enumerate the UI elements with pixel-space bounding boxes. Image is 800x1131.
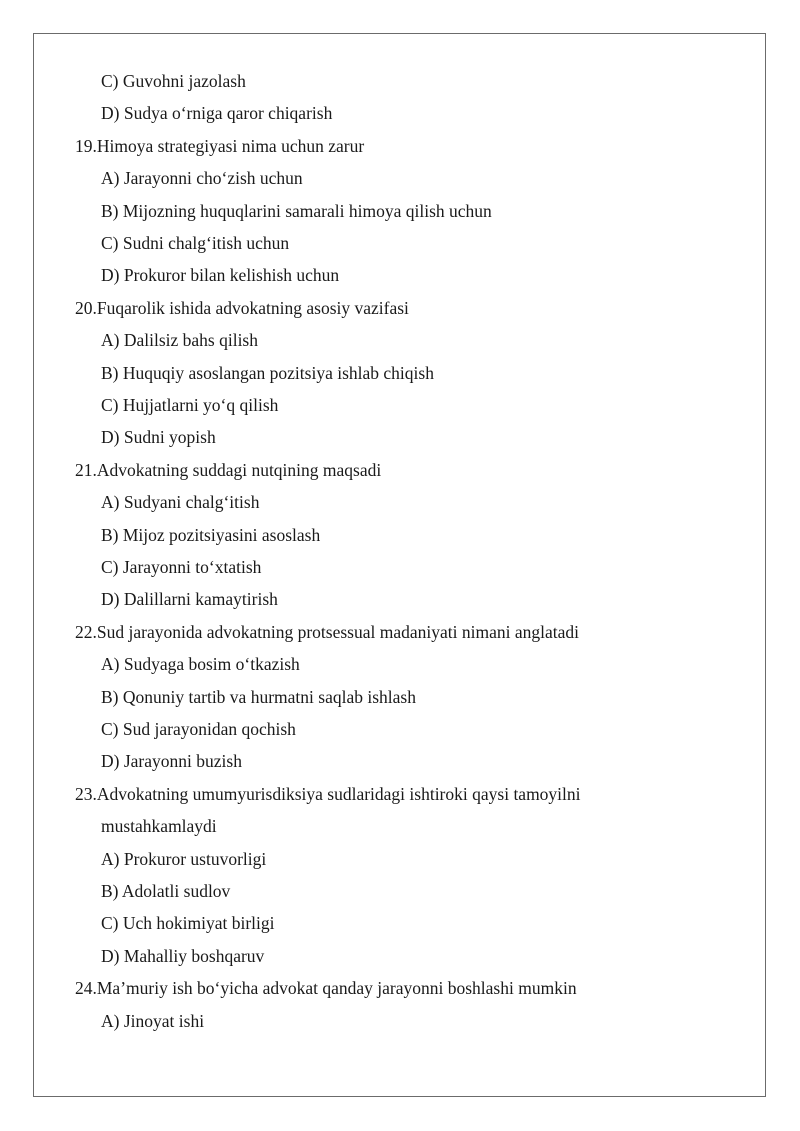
answer-option: B) Mijozning huquqlarini samarali himoya qilish uchun (101, 200, 492, 221)
answer-option: A) Jarayonni cho‘zish uchun (101, 168, 303, 189)
question-text: 23.Advokatning umumyurisdiksiya sudlaridagi ishtiroki qaysi tamoyilni (75, 783, 581, 804)
answer-option: A) Prokuror ustuvorligi (101, 848, 267, 869)
answer-option: D) Sudni yopish (101, 427, 216, 448)
answer-option: C) Hujjatlarni yo‘q qilish (101, 395, 279, 415)
answer-option: A) Jinoyat ishi (101, 1010, 205, 1031)
answer-option: A) Sudyaga bosim o‘tkazish (101, 654, 300, 675)
answer-option: C) Guvohni jazolash (101, 71, 246, 91)
answer-option: C) Jarayonni to‘xtatish (101, 557, 262, 577)
question-text: 21.Advokatning suddagi nutqining maqsadi (75, 459, 382, 480)
answer-option: C) Uch hokimiyat birligi (101, 913, 275, 934)
question-text: 19.Himoya strategiyasi nima uchun zarur (75, 135, 365, 156)
answer-option: D) Mahalliy boshqaruv (101, 945, 265, 966)
question-text: 24.Ma’muriy ish bo‘yicha advokat qanday jarayonni boshlashi mumkin (75, 978, 577, 999)
answer-option: A) Dalilsiz bahs qilish (101, 330, 258, 351)
answer-option: B) Huquqiy asoslangan pozitsiya ishlab chiqish (101, 362, 434, 383)
answer-option: B) Qonuniy tartib va hurmatni saqlab ishlash (101, 686, 416, 707)
answer-option: D) Prokuror bilan kelishish uchun (101, 265, 340, 286)
answer-option: B) Mijoz pozitsiyasini asoslash (101, 524, 321, 545)
question-text: 20.Fuqarolik ishida advokatning asosiy vazifasi (75, 297, 409, 318)
answer-option: C) Sudni chalg‘itish uchun (101, 233, 290, 253)
question-text-continuation: mustahkamlaydi (101, 816, 217, 837)
answer-option: A) Sudyani chalg‘itish (101, 492, 260, 513)
answer-option: B) Adolatli sudlov (101, 881, 231, 901)
answer-option: D) Dalillarni kamaytirish (101, 589, 278, 610)
answer-option: D) Sudya o‘rniga qaror chiqarish (101, 103, 333, 124)
question-text: 22.Sud jarayonida advokatning protsessual madaniyati nimani anglatadi (75, 621, 579, 642)
answer-option: C) Sud jarayonidan qochish (101, 719, 296, 739)
answer-option: D) Jarayonni buzish (101, 751, 242, 772)
